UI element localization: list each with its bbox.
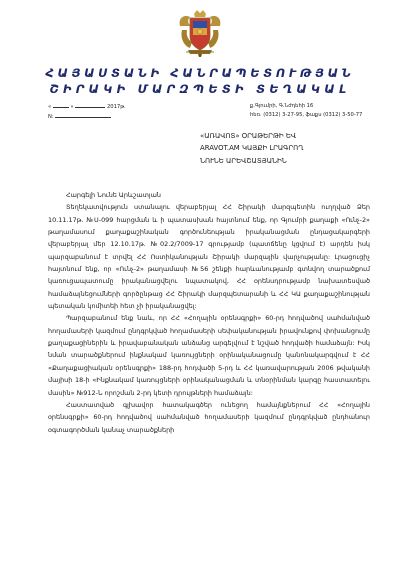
letter-body [48, 189, 370, 436]
greeting: Հարգելի Նունե Արևշատյան [66, 191, 162, 199]
date-open-quote: « [48, 104, 52, 110]
day-blank [53, 103, 69, 108]
office-contacts [250, 102, 370, 120]
month-blank [75, 103, 105, 108]
number-blank [55, 113, 111, 118]
office-address: ք.Գյումրի, Գ.Նժդեհի 16 [250, 103, 314, 109]
letter-number-field [48, 113, 111, 120]
paragraph-3: Հաստատված գլխավոր հատակագծեր ունեցող համայնքներում ՀՀ «Հողային օրենսգրքի» 60-րդ հոդվածով սահմանված հողամասերի կազմում ընդգրկված ընդհանուր օգտագործման կանաչ տարածքների [48, 400, 370, 434]
number-label: N: [48, 114, 54, 120]
letter-year: 2017թ. [107, 104, 126, 110]
recipient-line-1: «ԱՌԱՎՈՏ» ՕՐԱԹԵՐԹԻ ԵՎ [200, 132, 297, 140]
paragraph-1: Տեղեկատվություն ստանալու վերաբերյալ ՀՀ Շիրակի մարզպետին ուղղված Ձեր 10.11.17թ. №Ս-099 հարցման և ի պատասխան հայտնում ենք, որ Գյումրի քաղաքի «Ունչ-2» թաղամասում քաղաքաշինական գործունեության իրականացման ընդացակարգերի վերաբերյալ մեր 12.10.17թ. №02.2/7009-17 գրությամբ (պատճենը կցվում է) արդեն իսկ պարզաբանում է տրվել ՀՀ Ոստիկանության Շիրակի մարզային վարչությանը: Լրացուցիչ հայտնում ենք, որ «Ունչ-2» թաղամասի №56 շենքի հարևանությամբ գտնվող տարածքում կառուցապատումը իրականացվելու նպատակով, ՀՀ օրենսդրությամբ նախատեսված համաձայնեցումների գործընթաց ՀՀ Շիրակի մարզպետարանի և ՀՀ ԿԱ քաղաքաշինության պետական կոմիտեի հետ չի իրականացվել: [48, 203, 370, 311]
recipient-line-3: ՆՈՒՆԵ ԱՐԵՎՇԱՏՅԱՆԻՆ [200, 156, 287, 165]
header-title: ՀԱՅԱՍՏԱՆԻ ՀԱՆՐԱՊԵՏՈՒԹՅԱՆ [45, 66, 355, 80]
paragraph-2: Պարզաբանում ենք նաև, որ ՀՀ «Հողային օրենսգրքի» 60-րդ հոդվածով սահմանված հողամասերի կազմում ընդգրկված հողամասերի սեփականության իրավունքով փոխանցումը քաղաքացիներին և իրավաբանական անձանց արգելվում է նշված հոդվածի համաձայն: Իսկ նման տարածքներում ինքնակամ կառույցների օրինականացումը կանոնակարգվում է ՀՀ «Քաղաքացիական օրենսգրքի» 188-րդ հոդվածի 5-րդ և ՀՀ կառավարության 2006 թվականի մայիսի 18-ի «Ինքնակամ կառույցների օրինականացման և տնօրինման կարգը հաստատելու մասին» №912-Ն որոշման 2-րդ կետի դրույթների համաձայն: [48, 314, 370, 397]
coat-of-arms-emblem [176, 8, 224, 58]
recipient-block [200, 130, 370, 167]
recipient-line-2: ARAVOT.AM ԿԱՅՔԻ ԼՐԱԳՐՈՂ [200, 144, 304, 153]
letter-date-field [48, 103, 126, 110]
office-phones: հեռ. (0312) 3-27-95, ֆաքս (0312) 3-50-77 [250, 111, 363, 118]
header-subtitle: ՇԻՐԱԿԻ ՄԱՐԶՊԵՏԻ ՏԵՂԱԿԱԼ [49, 82, 351, 96]
date-close-quote: » [70, 104, 74, 110]
